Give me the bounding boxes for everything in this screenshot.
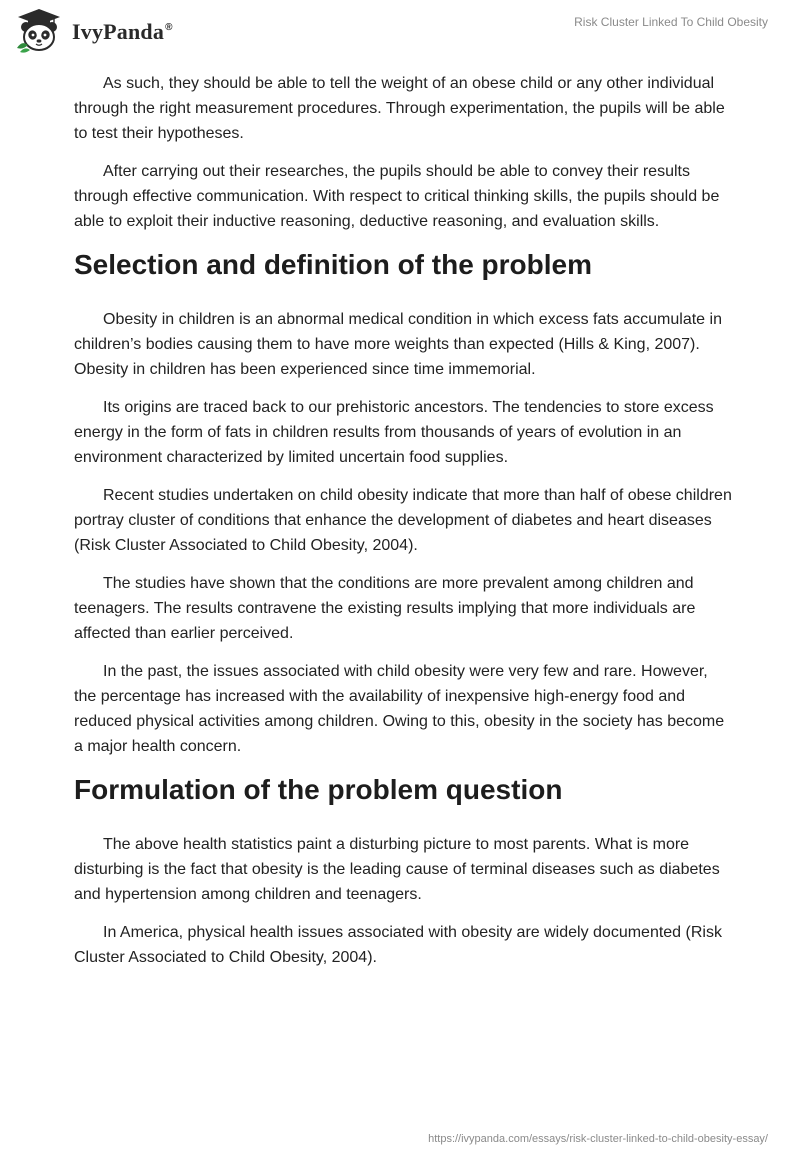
document-title: Risk Cluster Linked To Child Obesity: [574, 15, 768, 29]
registered-mark: ®: [165, 22, 173, 33]
essay-body: [74, 71, 734, 983]
paragraph: The above health statistics paint a disturbing picture to most parents. What is more disturbing is the fact that obesity is the leading cause of terminal diseases such as diabetes and hypertension among children and teenagers.: [74, 836, 720, 903]
source-url[interactable]: https://ivypanda.com/essays/risk-cluster-linked-to-child-obesity-essay/: [428, 1133, 768, 1145]
brand-name: IvyPanda®: [72, 19, 173, 44]
section-heading: Formulation of the problem question: [74, 774, 563, 805]
ivypanda-logo[interactable]: [14, 8, 173, 54]
paragraph: The studies have shown that the conditions are more prevalent among children and teenagers. The results contravene the existing results implying that more individuals are affected than earlier perceived.: [74, 575, 696, 642]
paragraph: Its origins are traced back to our prehistoric ancestors. The tendencies to store excess energy in the form of fats in children results from thousands of years of evolution in an environment characterized by limited uncertain food supplies.: [74, 399, 714, 466]
paragraph: In the past, the issues associated with child obesity were very few and rare. However, the percentage has increased with the availability of inexpensive high-energy food and reduced physical activities among children. Owing to this, obesity in the society has become a major health concern.: [74, 663, 725, 755]
paragraph: Recent studies undertaken on child obesity indicate that more than half of obese children portray cluster of conditions that enhance the development of diabetes and heart diseases (Risk Cluster Associated to Child Obesity, 2004).: [74, 487, 732, 554]
page-header: [0, 0, 800, 60]
paragraph: After carrying out their researches, the pupils should be able to convey their results through effective communication. With respect to critical thinking skills, the pupils should be able to exploit their inductive reasoning, deductive reasoning, and evaluation skills.: [74, 163, 720, 230]
panda-graduate-icon: [14, 8, 64, 54]
paragraph: As such, they should be able to tell the weight of an obese child or any other individual through the right measurement procedures. Through experimentation, the pupils will be able to test their hypotheses.: [74, 75, 725, 142]
paragraph: Obesity in children is an abnormal medical condition in which excess fats accumulate in children’s bodies causing them to have more weights than expected (Hills & King, 2007). Obesity in children has been experienced since time immemorial.: [74, 311, 722, 378]
paragraph: In America, physical health issues associated with obesity are widely documented (Risk Cluster Associated to Child Obesity, 2004).: [74, 924, 722, 966]
section-heading: Selection and definition of the problem: [74, 249, 593, 280]
